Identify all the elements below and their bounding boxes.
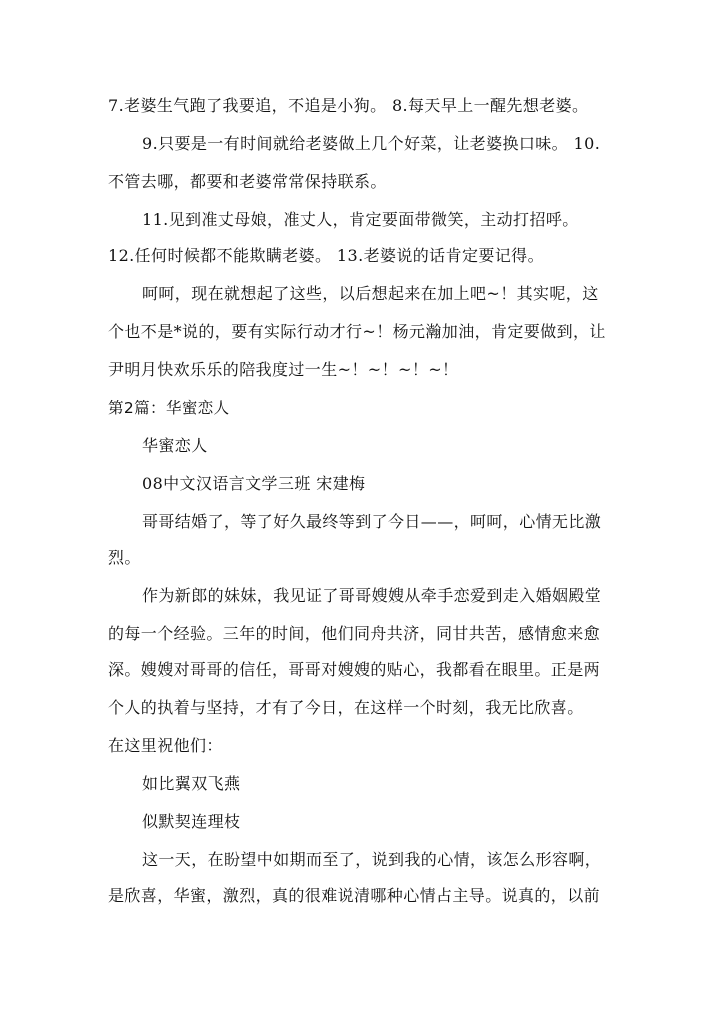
verse-line: 似默契连理枝 xyxy=(142,812,241,831)
author-line: 08中文汉语言文学三班 宋建梅 xyxy=(142,474,366,493)
section-heading: 第2篇：华蜜恋人 xyxy=(108,399,230,417)
text-line: 的每一个经验。三年的时间，他们同舟共济，同甘共苦，感情愈来愈 xyxy=(108,624,601,643)
text-line: 不管去哪，都要和老婆常常保持联系。 xyxy=(108,172,387,191)
article-title: 华蜜恋人 xyxy=(142,436,208,455)
text-line: 烈。 xyxy=(108,548,141,567)
text-line: 呵呵，现在就想起了这些，以后想起来在加上吧~！其实呢，这 xyxy=(142,284,599,303)
text-line: 是欣喜，华蜜，激烈，真的很难说清哪种心情占主导。说真的，以前 xyxy=(108,886,601,905)
text-line: 个人的执着与坚持，才有了今日，在这样一个时刻，我无比欣喜。 xyxy=(108,698,584,717)
text-line: 作为新郎的妹妹，我见证了哥哥嫂嫂从牵手恋爱到走入婚姻殿堂 xyxy=(142,586,602,605)
text-line: 尹明月快欢乐乐的陪我度过一生~！~！~！~！ xyxy=(108,360,459,379)
text-line: 个也不是*说的，要有实际行动才行~！杨元瀚加油，肯定要做到，让 xyxy=(108,322,606,341)
text-line: 在这里祝他们： xyxy=(108,736,223,755)
text-line: 11.见到准丈母娘，准丈人，肯定要面带微笑，主动打招呼。 xyxy=(142,210,579,229)
text-line: 7.老婆生气跑了我要追，不追是小狗。 8.每天早上一醒先想老婆。 xyxy=(108,96,589,115)
verse-line: 如比翼双飞燕 xyxy=(142,774,241,793)
text-line: 9.只要是一有时间就给老婆做上几个好菜，让老婆换口味。 10. xyxy=(142,134,601,153)
text-line: 深。嫂嫂对哥哥的信任，哥哥对嫂嫂的贴心，我都看在眼里。正是两 xyxy=(108,660,601,679)
text-line: 哥哥结婚了，等了好久最终等到了今日——，呵呵，心情无比激 xyxy=(142,512,602,531)
text-line: 12.任何时候都不能欺瞒老婆。 13.老婆说的话肯定要记得。 xyxy=(108,246,544,265)
text-line: 这一天，在盼望中如期而至了，说到我的心情，该怎么形容啊， xyxy=(142,850,602,869)
